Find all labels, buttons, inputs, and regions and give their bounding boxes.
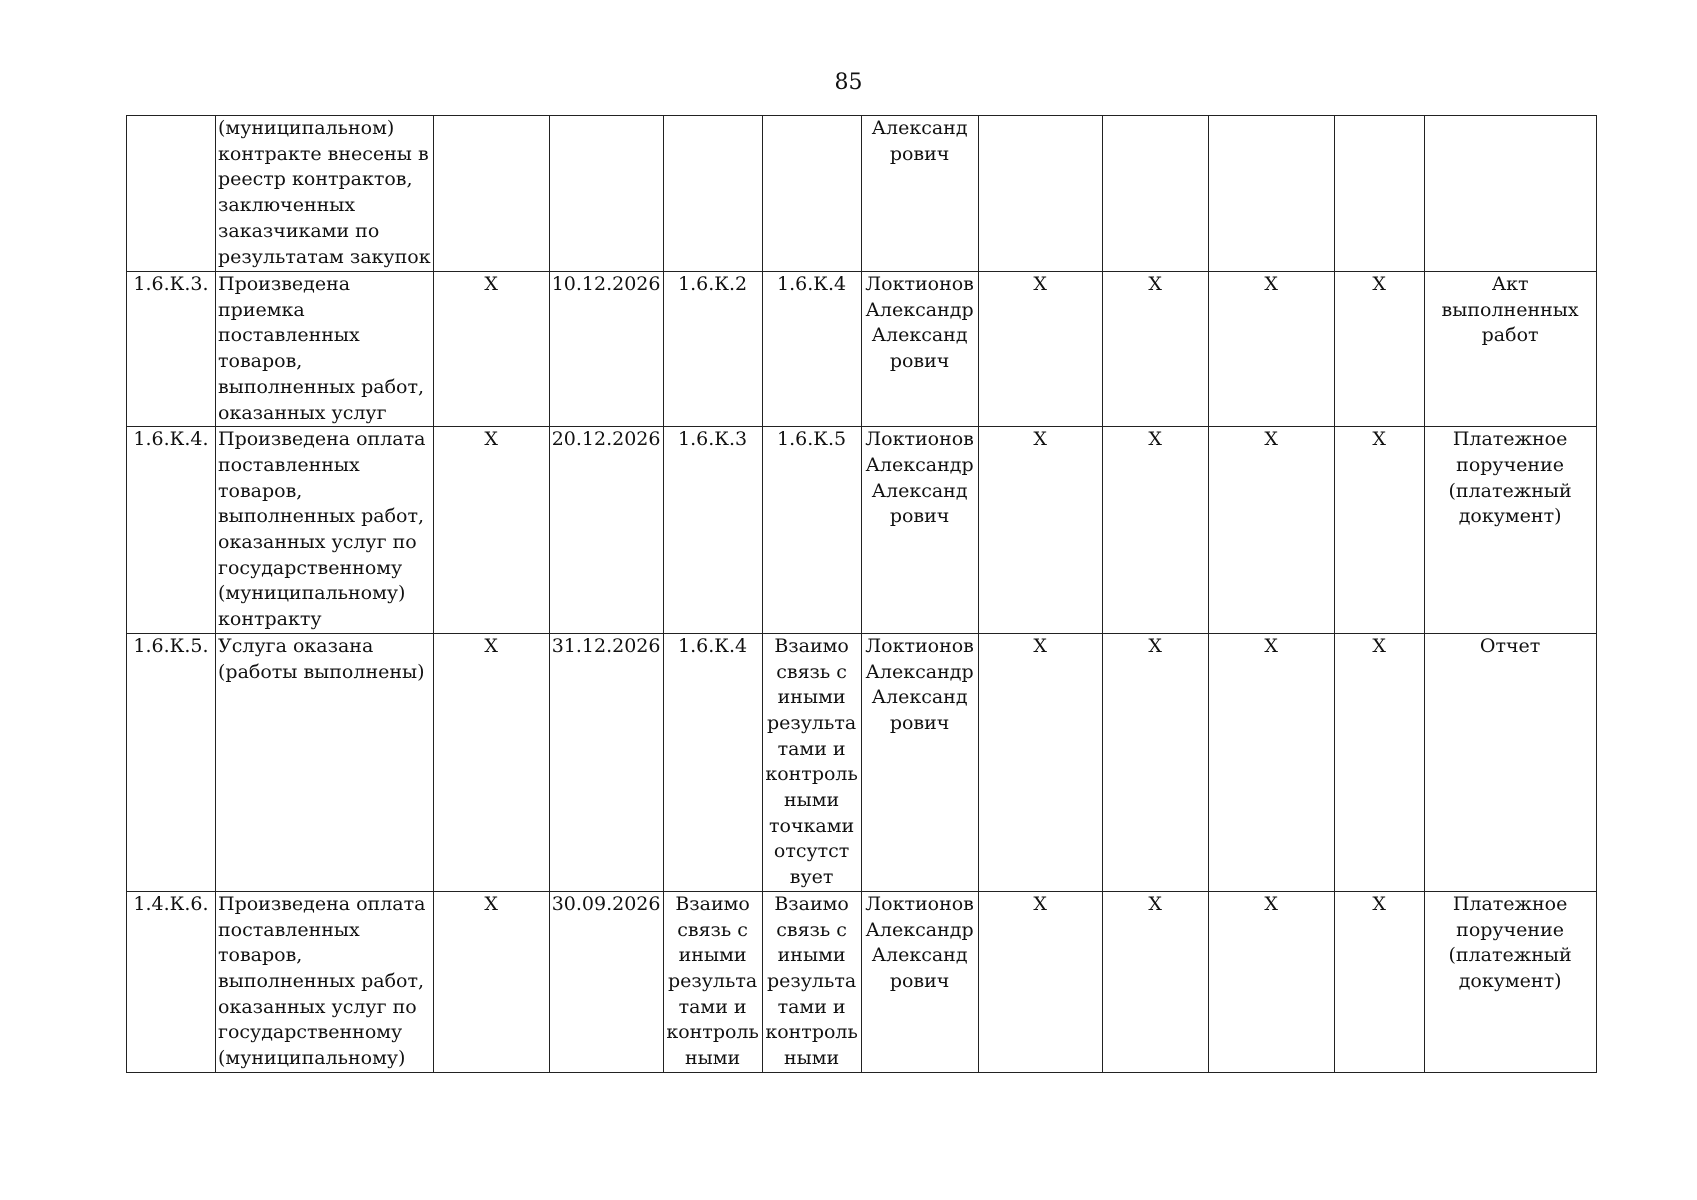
cell-description (216, 427, 434, 634)
cell-col8: Х (978, 427, 1102, 634)
cell-predecessor-line: результа (667, 969, 758, 992)
cell-description-line: Произведена оплата (218, 428, 426, 451)
cell-successor-line: 1.6.К.5 (777, 428, 847, 451)
cell-responsible (861, 272, 978, 427)
cell-responsible-line: Александр (865, 918, 974, 941)
cell-document-line: Платежное (1452, 428, 1568, 451)
cell-responsible (861, 891, 978, 1072)
cell-code: 1.6.К.5. (127, 633, 216, 891)
table-body (127, 116, 1597, 1073)
cell-description-line: товаров, (218, 479, 303, 502)
cell-successor-line: вует (789, 866, 834, 889)
cell-document-line: выполненных (1441, 298, 1579, 321)
cell-description-line: Произведена оплата (218, 892, 426, 915)
cell-successor-line: иными (777, 944, 846, 967)
cell-col9: Х (1102, 272, 1208, 427)
cell-predecessor-line: контроль (666, 1021, 759, 1044)
table-row (127, 427, 1597, 634)
cell-responsible-line: Александ (871, 117, 968, 139)
cell-successor (762, 272, 861, 427)
cell-col11: Х (1334, 891, 1424, 1072)
cell-description-line: оказанных услуг (218, 401, 387, 424)
cell-document-line: Отчет (1479, 634, 1541, 657)
cell-col11: Х (1334, 272, 1424, 427)
cell-date (549, 116, 663, 272)
table-row (127, 116, 1597, 272)
cell-col9 (1102, 116, 1208, 272)
cell-description-line: выполненных работ, (218, 969, 425, 992)
cell-col3: Х (433, 427, 549, 634)
cell-document (1424, 272, 1596, 427)
cell-description-line: реестр контрактов, (218, 168, 413, 191)
cell-col3 (433, 116, 549, 272)
cell-col10: Х (1208, 633, 1334, 891)
cell-responsible-line: Локтионов (865, 634, 974, 657)
cell-successor-line: результа (766, 969, 857, 992)
cell-successor-line: тами и (777, 737, 846, 760)
cell-responsible-line: рович (889, 505, 950, 528)
cell-responsible-line: Локтионов (865, 892, 974, 915)
cell-successor-line: связь с (776, 660, 847, 683)
cell-col10 (1208, 116, 1334, 272)
cell-successor (762, 891, 861, 1072)
cell-document (1424, 427, 1596, 634)
cell-document (1424, 891, 1596, 1072)
cell-document-line: Платежное (1452, 892, 1568, 915)
table-row (127, 633, 1597, 891)
cell-description-line: заказчиками по (218, 219, 380, 242)
cell-description-line: заключенных (218, 194, 356, 217)
cell-col8: Х (978, 633, 1102, 891)
page-number: 85 (834, 70, 863, 95)
table-row (127, 891, 1597, 1072)
cell-document (1424, 116, 1596, 272)
cell-successor (762, 116, 861, 272)
cell-responsible-line: Александ (871, 686, 968, 709)
cell-successor-line: связь с (776, 918, 847, 941)
cell-col11: Х (1334, 633, 1424, 891)
cell-col8: Х (978, 272, 1102, 427)
cell-successor-line: ными (783, 1047, 840, 1070)
cell-successor-line: точками (769, 814, 855, 837)
cell-col9: Х (1102, 633, 1208, 891)
cell-successor (762, 633, 861, 891)
cell-description-line: результатам закупок (218, 245, 431, 268)
cell-document-line: документ) (1458, 505, 1562, 528)
cell-date: 30.09.2026 (549, 891, 663, 1072)
cell-description-line: (работы выполнены) (218, 660, 425, 683)
cell-description-line: (муниципальному) (218, 1047, 406, 1070)
cell-responsible-line: Александ (871, 324, 968, 347)
cell-description-line: поставленных (218, 324, 360, 347)
cell-document-line: поручение (1456, 453, 1564, 476)
cell-predecessor (663, 116, 762, 272)
cell-successor-line: результа (766, 711, 857, 734)
cell-description-line: приемка (218, 298, 305, 321)
cell-predecessor (663, 633, 762, 891)
cell-description (216, 116, 434, 272)
cell-code (127, 116, 216, 272)
cell-description-line: оказанных услуг по (218, 995, 417, 1018)
cell-predecessor-line: 1.6.К.3 (678, 428, 748, 451)
cell-predecessor-line: ными (684, 1047, 741, 1070)
cell-successor-line: ными (783, 789, 840, 812)
cell-description-line: (муниципальному) (218, 582, 406, 605)
cell-predecessor-line: Взаимо (675, 892, 750, 915)
cell-predecessor (663, 427, 762, 634)
cell-col3: Х (433, 633, 549, 891)
cell-col9: Х (1102, 427, 1208, 634)
cell-col3: Х (433, 891, 549, 1072)
cell-responsible (861, 633, 978, 891)
cell-responsible (861, 116, 978, 272)
cell-responsible-line: Александ (871, 944, 968, 967)
cell-responsible-line: Локтионов (865, 428, 974, 451)
cell-date: 31.12.2026 (549, 633, 663, 891)
cell-description-line: контракте внесены в (218, 142, 429, 165)
cell-col10: Х (1208, 891, 1334, 1072)
cell-col9: Х (1102, 891, 1208, 1072)
cell-description-line: выполненных работ, (218, 375, 425, 398)
cell-responsible-line: рович (889, 142, 950, 165)
cell-description-line: выполненных работ, (218, 505, 425, 528)
cell-date: 10.12.2026 (549, 272, 663, 427)
cell-document-line: документ) (1458, 969, 1562, 992)
cell-col10: Х (1208, 272, 1334, 427)
cell-description-line: оказанных услуг по (218, 531, 417, 554)
cell-description-line: контракту (218, 608, 322, 631)
cell-description-line: Услуга оказана (218, 634, 374, 657)
cell-document (1424, 633, 1596, 891)
cell-successor-line: контроль (765, 1021, 858, 1044)
cell-description-line: Произведена (218, 273, 351, 295)
cell-responsible-line: Александр (865, 660, 974, 683)
cell-successor-line: тами и (777, 995, 846, 1018)
cell-document-line: (платежный (1448, 944, 1572, 967)
cell-responsible-line: Локтионов (865, 273, 974, 295)
cell-responsible-line: Александр (865, 453, 974, 476)
cell-successor-line: иными (777, 686, 846, 709)
cell-col3: Х (433, 272, 549, 427)
cell-predecessor (663, 272, 762, 427)
cell-description (216, 272, 434, 427)
cell-description-line: поставленных (218, 918, 360, 941)
cell-predecessor (663, 891, 762, 1072)
cell-document-line: работ (1481, 324, 1539, 347)
cell-predecessor-line: 1.6.К.4 (678, 634, 748, 657)
cell-description (216, 891, 434, 1072)
cell-responsible-line: рович (889, 969, 950, 992)
cell-description (216, 633, 434, 891)
cell-responsible-line: Александр (865, 298, 974, 321)
cell-description-line: поставленных (218, 453, 360, 476)
cell-description-line: государственному (218, 1021, 403, 1044)
cell-predecessor-line: 1.6.К.2 (678, 273, 748, 295)
cell-col11 (1334, 116, 1424, 272)
cell-description-line: государственному (218, 556, 403, 579)
cell-code: 1.6.К.3. (127, 272, 216, 427)
cell-successor (762, 427, 861, 634)
cell-responsible-line: рович (889, 711, 950, 734)
cell-code: 1.4.К.6. (127, 891, 216, 1072)
cell-description-line: товаров, (218, 944, 303, 967)
cell-successor-line: Взаимо (774, 634, 849, 657)
cell-successor-line: контроль (765, 763, 858, 786)
control-points-table (126, 115, 1597, 1073)
cell-description-line: (муниципальном) (218, 117, 395, 139)
table-row (127, 272, 1597, 427)
cell-document-line: Акт (1491, 273, 1529, 295)
cell-predecessor-line: тами и (678, 995, 747, 1018)
cell-col10: Х (1208, 427, 1334, 634)
cell-col8: Х (978, 891, 1102, 1072)
cell-date: 20.12.2026 (549, 427, 663, 634)
cell-code: 1.6.К.4. (127, 427, 216, 634)
cell-predecessor-line: связь с (677, 918, 748, 941)
cell-successor-line: 1.6.К.4 (777, 273, 847, 295)
cell-predecessor-line: иными (678, 944, 747, 967)
cell-description-line: товаров, (218, 350, 303, 373)
cell-document-line: (платежный (1448, 479, 1572, 502)
cell-responsible-line: рович (889, 350, 950, 373)
cell-document-line: поручение (1456, 918, 1564, 941)
cell-responsible-line: Александ (871, 479, 968, 502)
cell-responsible (861, 427, 978, 634)
cell-successor-line: отсутст (773, 840, 850, 863)
cell-successor-line: Взаимо (774, 892, 849, 915)
cell-col8 (978, 116, 1102, 272)
cell-col11: Х (1334, 427, 1424, 634)
